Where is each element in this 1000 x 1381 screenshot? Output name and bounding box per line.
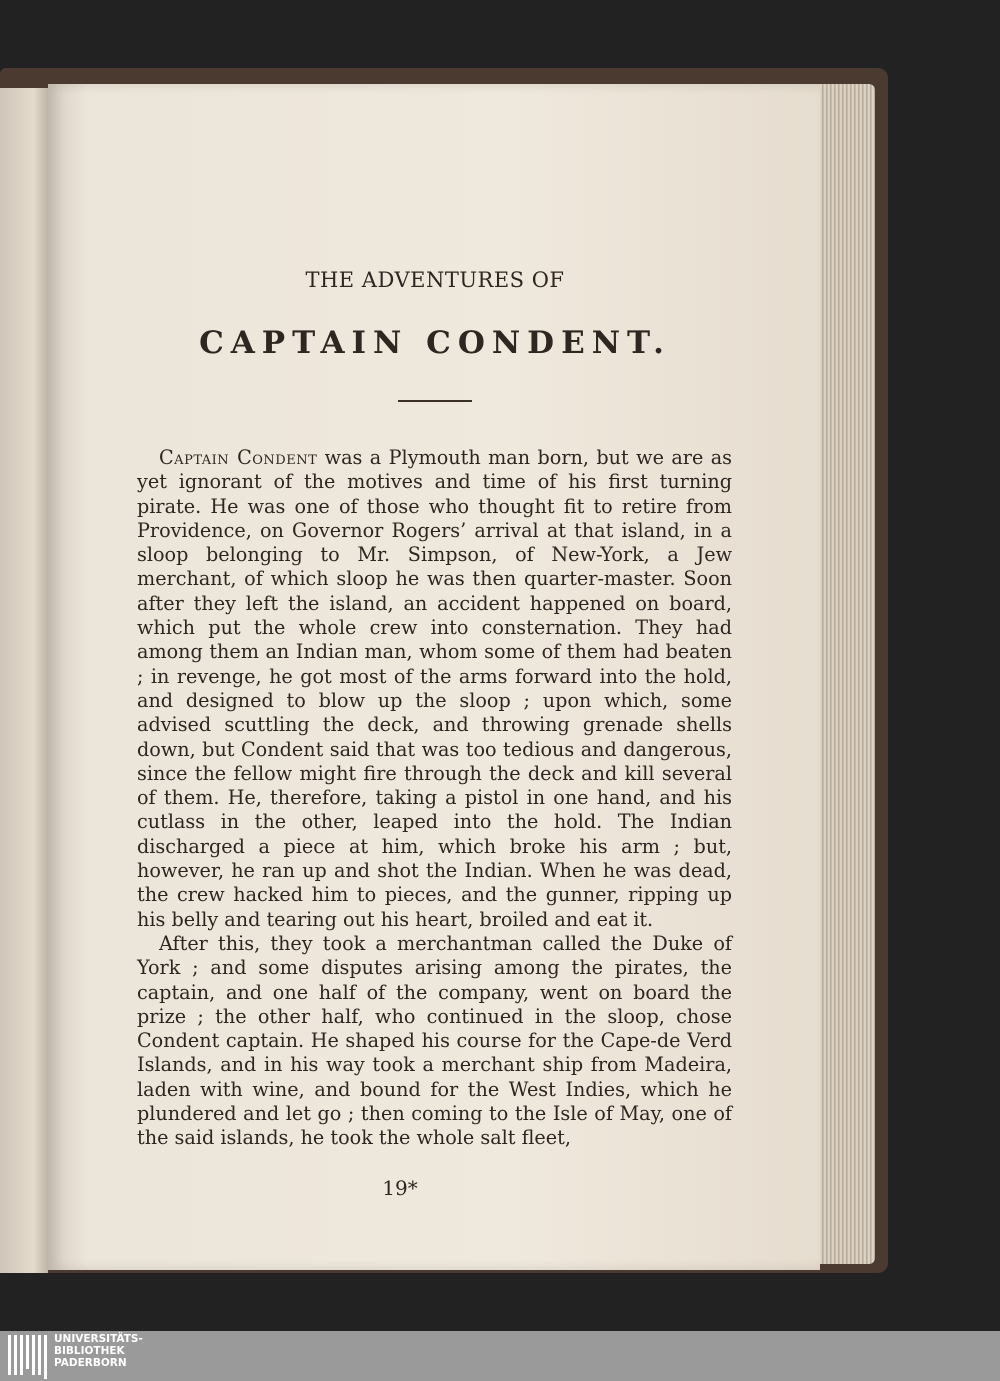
library-name-line2: BIBLIOTHEK	[54, 1345, 125, 1357]
body-text	[137, 446, 732, 1151]
library-logo-icon	[8, 1335, 50, 1377]
title-rule	[398, 400, 472, 402]
library-name-line1: UNIVERSITÄTS-	[54, 1333, 143, 1345]
chapter-title-line1: THE ADVENTURES OF	[305, 268, 565, 292]
chapter-title-line2: CAPTAIN CONDENT.	[199, 325, 671, 361]
paragraph-1-text: was a Plymouth man born, but we are as yet ignorant of the motives and time of his first turning pirate. He was one of those who thought fit to retire from Providence, on Governor Rogers’ arrival at that island, in a sloop belonging to Mr. Simpson, of New-York, a Jew merchant, of which sloop he was then quarter-master. Soon after they left the island, an accident happened on board, which put the whole crew into consternation. They had among them an Indian man, whom some of them had beaten ; in revenge, he got most of the arms forward into the hold, and designed to blow up the sloop ; upon which, some advised scuttling the deck, and throwing grenade shells down, but Condent said that was too tedious and dangerous, since the fellow might fire through the deck and kill several of them. He, therefore, taking a pistol in one hand, and his cutlass in the other, leaped into the hold. The Indian discharged a piece at him, which broke his arm ; but, however, he ran up and shot the Indian. When he was dead, the crew hacked him to pieces, and the gunner, ripping up his belly and tearing out his heart, broiled and eat it.	[137, 446, 733, 931]
library-name-line3: PADERBORN	[54, 1357, 127, 1369]
paragraph-2: After this, they took a merchantman called the Duke of York ; and some disputes arising among the pirates, the captain, and one half of the company, went on board the prize ; the other half, who continued in the sloop, chose Condent captain. He shaped his course for the Cape-de Verd Islands, and in his way took a merchant ship from Madeira, laden with wine, and bound for the West Indies, which he plundered and let go ; then coming to the Isle of May, one of the said islands, he took the whole salt fleet,	[137, 931, 732, 1150]
library-footer	[0, 1331, 1000, 1381]
paragraph-1-lead: Captain Condent	[159, 446, 318, 469]
left-page	[0, 88, 48, 1273]
page-edges	[815, 84, 875, 1264]
library-name	[54, 1333, 143, 1369]
signature-mark: 19*	[382, 1176, 418, 1200]
paragraph-1	[137, 446, 732, 932]
